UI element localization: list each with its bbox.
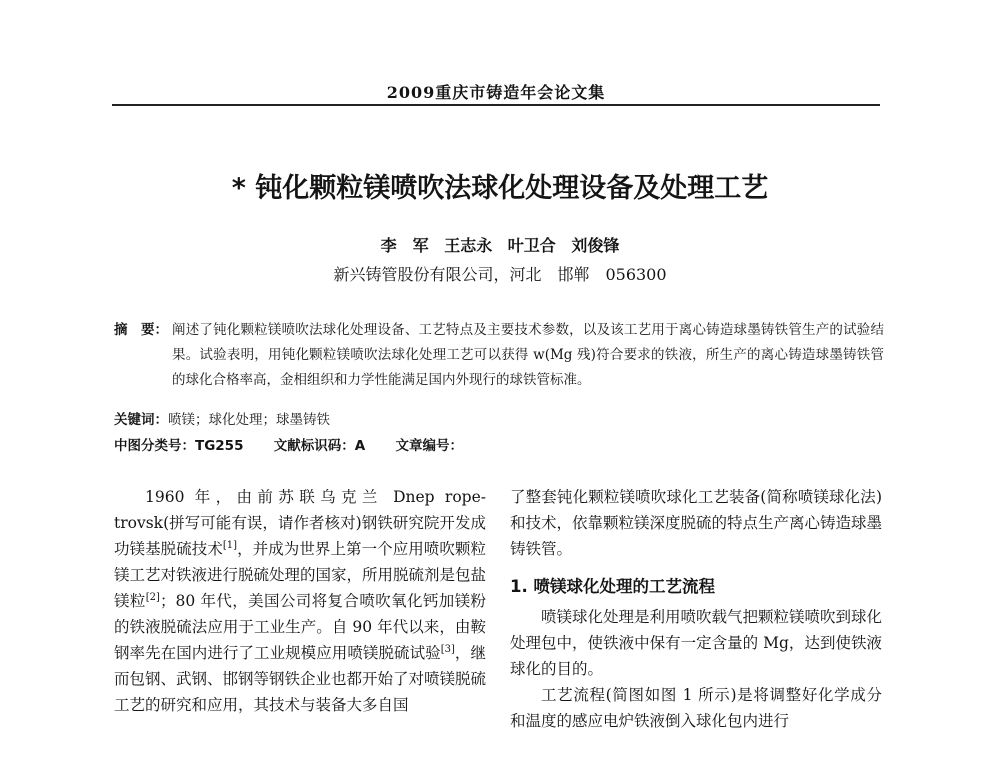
body-column-left [114,484,486,718]
body-paragraph [114,484,486,718]
section-heading: 1. 喷镁球化处理的工艺流程 [510,577,715,596]
body-paragraph: 工艺流程(简图如图 1 所示)是将调整好化学成分和温度的感应电炉铁液倒入球化包内进行 [510,686,882,730]
body-text: ，并成为世界上第一个应用喷吹颗粒镁工艺对铁液进行脱硫处理的国家，所用脱硫剂是包盐镁粒 [114,540,487,610]
citation-ref: [3] [440,643,455,655]
body-column-right [510,484,882,734]
classification-line [114,434,489,454]
abstract-label: 摘 要： [114,322,168,338]
running-header: 2009重庆市铸造年会论文集 [386,83,606,102]
keywords-text: 喷镁；球化处理；球墨铸铁 [168,412,330,428]
body-paragraph: 喷镁球化处理是利用喷吹载气把颗粒镁喷吹到球化处理包中，使铁液中保有一定含量的 Mg，达到使铁液球化的目的。 [510,608,883,678]
author-name: 刘俊锋 [571,236,620,255]
author-list [100,233,900,256]
paper-title: * 钝化颗粒镁喷吹法球化处理设备及处理工艺 [231,173,769,204]
body-paragraph: 了整套钝化颗粒镁喷吹球化工艺装备(简称喷镁球化法)和技术，依靠颗粒镁深度脱硫的特点生产离心铸造球墨铸铁管。 [510,488,883,558]
body-text: ，继而包钢、武钢、邯钢等钢铁企业也都开始了对喷镁脱硫工艺的研究和应用，其技术与装备大多自国 [114,644,487,714]
document-code-label: 文献标识码： [273,438,355,454]
keywords-label: 关键词： [114,412,168,428]
document-code-value: A [354,438,366,454]
clc-code [114,438,243,454]
citation-ref: [2] [145,591,160,603]
author-name: 李 军 [380,236,429,255]
body-text: ；80 年代，美国公司将复合喷吹氧化钙加镁粉的铁液脱硫法应用于工业生产。自 90 年代以来，由鞍钢率先在国内进行了工业规模应用喷镁脱硫试验 [114,592,486,662]
abstract-text: 阐述了钝化颗粒镁喷吹法球化处理设备、工艺特点及主要技术参数，以及该工艺用于离心铸造球墨铸铁管生产的试验结果。试验表明，用钝化颗粒镁喷吹法球化处理工艺可以获得 w(Mg 残)符合要求的铁液，所生产的离心铸造球墨铸铁管的球化合格率高，金相组织和力学性能满足国内外现行的球铁管标准。 [172,322,884,388]
article-number-label: 文章编号： [395,438,464,454]
article-number [396,438,464,454]
citation-ref: [1] [222,539,238,551]
affiliation: 新兴铸管股份有限公司，河北 邯郸 056300 [333,265,667,284]
header-rule [112,104,880,106]
clc-label: 中图分类号： [114,438,195,454]
clc-value: TG255 [195,438,244,454]
author-name: 王志永 [444,236,493,255]
abstract [114,318,884,393]
document-code [274,438,365,454]
author-name: 叶卫合 [507,236,556,255]
keywords [114,408,330,428]
body-text: 1960 年，由前苏联乌克兰 Dnep rope-trovsk(拼写可能有误，请作者核对)钢铁研究院开发成功镁基脱硫技术 [114,488,486,558]
